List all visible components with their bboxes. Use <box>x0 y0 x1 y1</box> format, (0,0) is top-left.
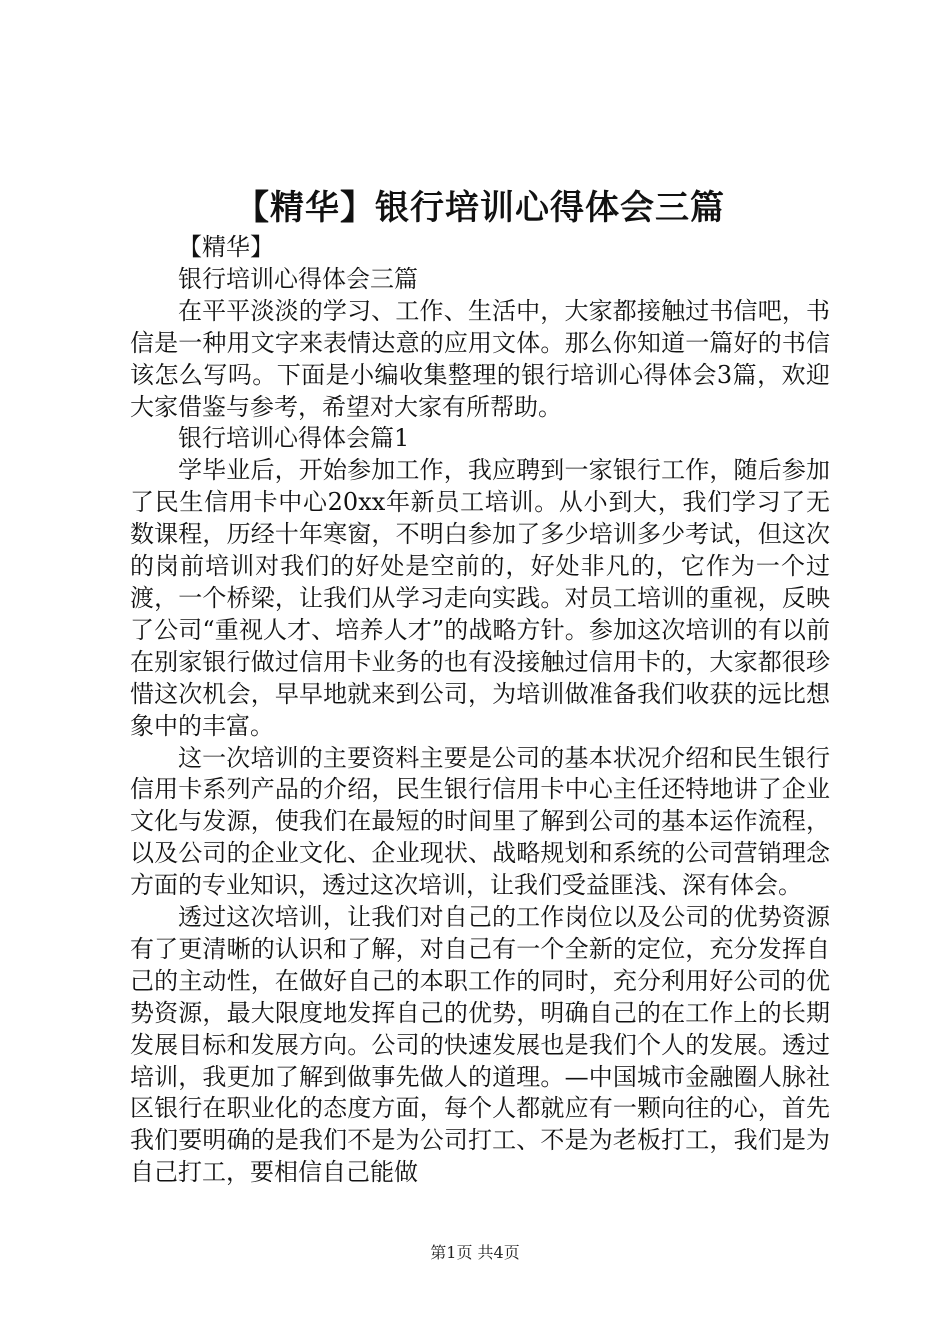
paragraph-body: 透过这次培训，让我们对自己的工作岗位以及公司的优势资源有了更清晰的认识和了解，对自己有一个全新的定位，充分发挥自己的主动性，在做好自己的本职工作的同时，充分利用好公司的优势资源，最大限度地发挥自己的优势，明确自己的在工作上的长期发展目标和发展方向。公司的快速发展也是我们个人的发展。透过培训，我更加了解到做事先做人的道理。—中国城市金融圈人脉社区银行在职业化的态度方面，每个人都就应有一颗向往的心，首先我们要明确的是我们不是为公司打工、不是为老板打工，我们是为自己打工，要相信自己能做 <box>130 903 830 1187</box>
paragraph-label: 【精华】 <box>178 233 274 261</box>
page-footer: 第1页 共4页 <box>430 1243 520 1262</box>
document-body <box>130 232 830 1189</box>
section-heading: 银行培训心得体会篇1 <box>178 424 410 453</box>
paragraph-intro: 在平平淡淡的学习、工作、生活中，大家都接触过书信吧，书信是一种用文字来表情达意的应用文体。那么你知道一篇好的书信该怎么写吗。下面是小编收集整理的银行培训心得体会3篇，欢迎大家借鉴与参考，希望对大家有所帮助。 <box>130 296 830 421</box>
document-page <box>130 0 830 1344</box>
paragraph-subtitle: 银行培训心得体会三篇 <box>178 264 418 293</box>
paragraph-body: 学毕业后，开始参加工作，我应聘到一家银行工作，随后参加了民生信用卡中心20xx年新员工培训。从小到大，我们学习了无数课程，历经十年寒窗，不明白参加了多少培训多少考试，但这次的岗前培训对我们的好处是空前的，好处非凡的，它作为一个过渡，一个桥梁，让我们从学习走向实践。对员工培训的重视，反映了公司“重视人才、培养人才”的战略方针。参加这次培训的有以前在别家银行做过信用卡业务的也有没接触过信用卡的，大家都很珍惜这次机会，早早地就来到公司，为培训做准备我们收获的远比想象中的丰富。 <box>130 456 830 740</box>
paragraph-body: 这一次培训的主要资料主要是公司的基本状况介绍和民生银行信用卡系列产品的介绍，民生银行信用卡中心主任还特地讲了企业文化与发源，使我们在最短的时间里了解到公司的基本运作流程，以及公司的企业文化、企业现状、战略规划和系统的公司营销理念方面的专业知识，透过这次培训，让我们受益匪浅、深有体会。 <box>130 743 830 900</box>
document-title: 【精华】银行培训心得体会三篇 <box>235 188 725 228</box>
